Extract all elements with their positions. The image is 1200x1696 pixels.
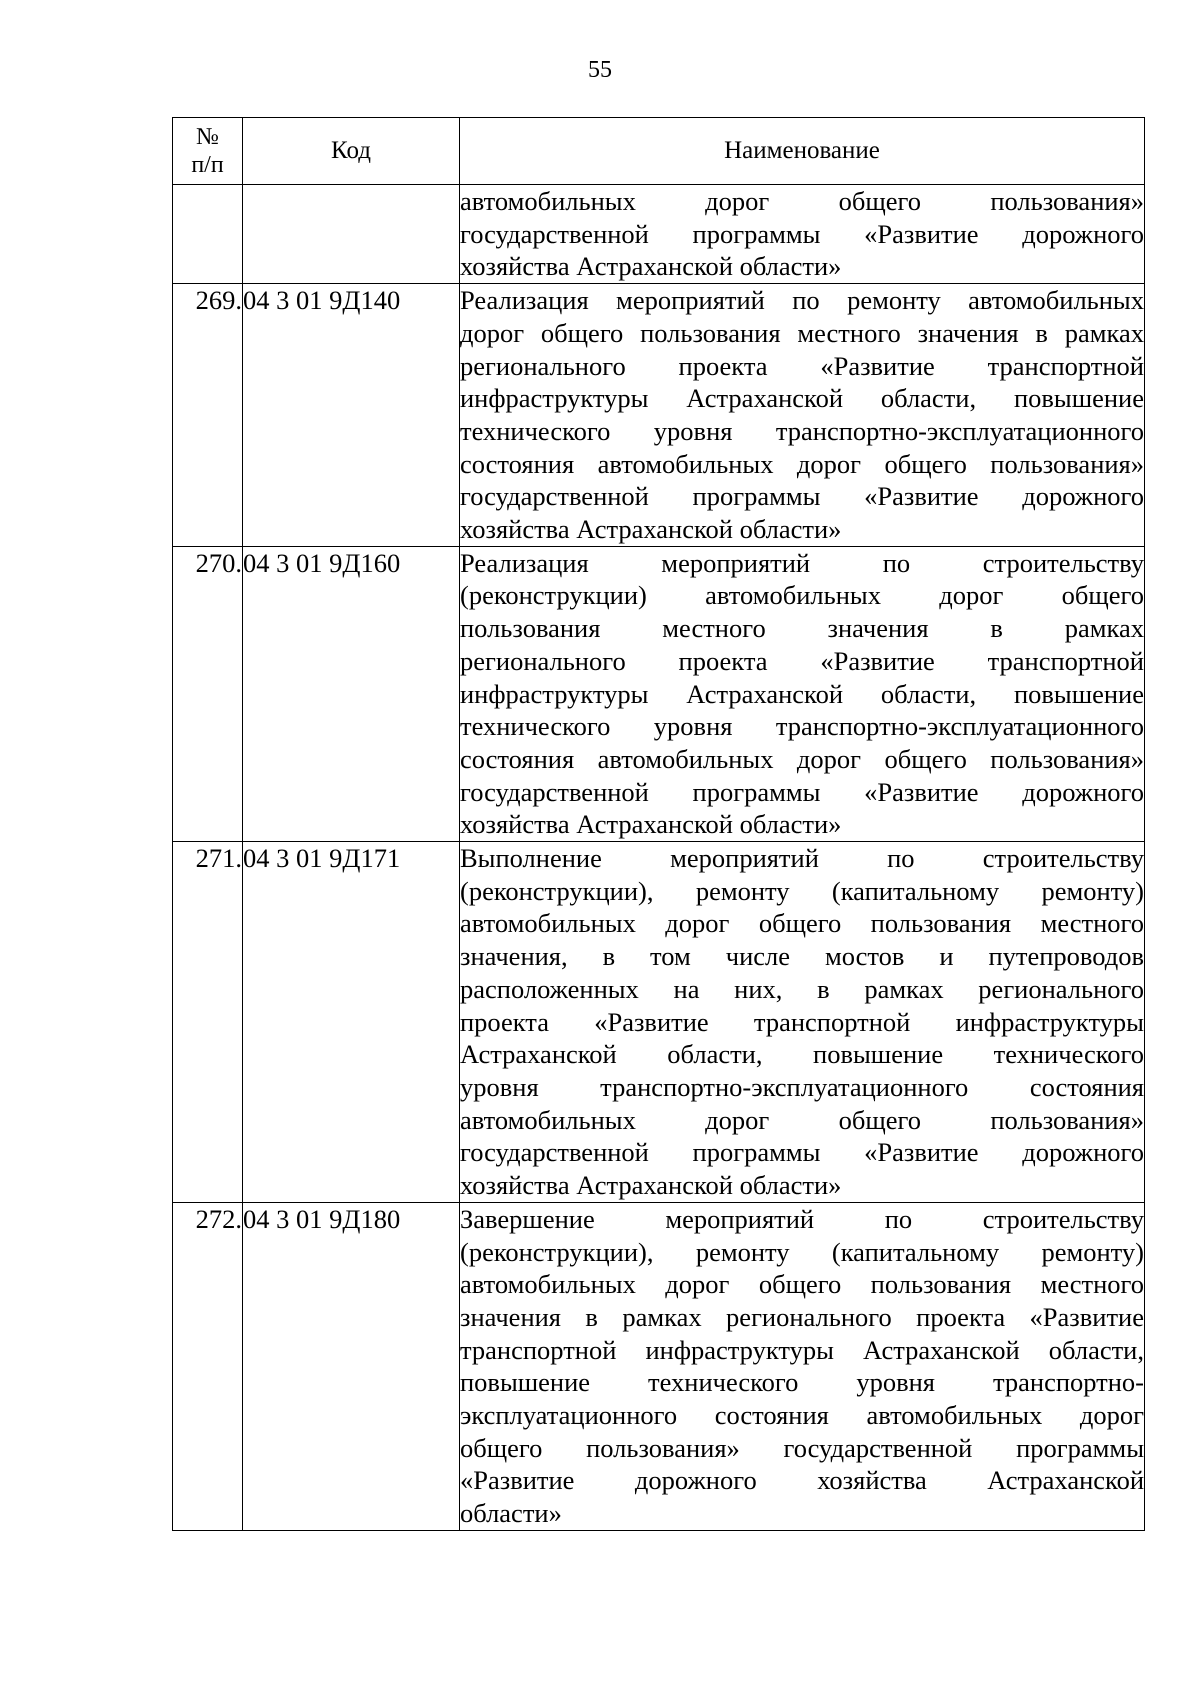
row-name-line: повышение технического уровня транспортно- [460, 1367, 1144, 1398]
row-name [460, 546, 1145, 841]
row-code [243, 185, 460, 284]
row-name-line: пользования местного значения в рамках [460, 613, 1144, 644]
row-name-line: уровня транспортно-эксплуатационного состояния [460, 1071, 1144, 1102]
row-name-line: транспортной инфраструктуры Астраханской области, [460, 1334, 1144, 1365]
row-name-line: «Развитие дорожного хозяйства Астраханской [460, 1465, 1144, 1496]
row-number [173, 185, 243, 284]
row-name-line: автомобильных дорог общего пользования» [460, 1104, 1144, 1135]
row-name-line: государственной программы «Развитие дорожного [460, 776, 1144, 807]
row-name-line: государственной программы «Развитие дорожного [460, 1137, 1144, 1168]
table-body [173, 185, 1145, 1531]
header-number: № п/п [173, 118, 243, 185]
row-name-line: государственной программы «Развитие дорожного [460, 218, 1144, 249]
row-name-line: общего пользования» государственной программы [460, 1432, 1144, 1463]
table-row [173, 842, 1145, 1203]
row-name-line: Реализация мероприятий по строительству [460, 547, 1144, 578]
row-name-line: проекта «Развитие транспортной инфраструктуры [460, 1006, 1144, 1037]
row-name-line: регионального проекта «Развитие транспортной [460, 645, 1144, 676]
row-code: 04 3 01 9Д140 [243, 284, 460, 547]
header-name: Наименование [460, 118, 1145, 185]
row-number: 271. [173, 842, 243, 1203]
row-name-line: хозяйства Астраханской области» [460, 1170, 842, 1201]
table-header [173, 118, 1145, 185]
row-name [460, 1202, 1145, 1530]
row-name-line: дорог общего пользования местного значения в рамках [460, 317, 1144, 348]
row-name [460, 185, 1145, 284]
row-name-line: (реконструкции), ремонту (капитальному ремонту) [460, 875, 1144, 906]
row-name-line: технического уровня транспортно-эксплуатационного [460, 711, 1144, 742]
row-name-line: значения в рамках регионального проекта «Развитие [460, 1301, 1144, 1332]
table-row [173, 284, 1145, 547]
table-row [173, 1202, 1145, 1530]
row-name-line: хозяйства Астраханской области» [460, 514, 842, 545]
row-name-line: технического уровня транспортно-эксплуатационного [460, 415, 1144, 446]
row-name [460, 284, 1145, 547]
row-name-line: инфраструктуры Астраханской области, повышение [460, 678, 1144, 709]
row-name-line: расположенных на них, в рамках регионального [460, 973, 1144, 1004]
budget-code-table [172, 117, 1145, 1531]
row-name-line: регионального проекта «Развитие транспортной [460, 350, 1144, 381]
row-name-line: хозяйства Астраханской области» [460, 251, 842, 282]
row-name-line: государственной программы «Развитие дорожного [460, 481, 1144, 512]
row-name-line: значения, в том числе мостов и путепроводов [460, 941, 1144, 972]
row-name [460, 842, 1145, 1203]
header-code: Код [243, 118, 460, 185]
row-code: 04 3 01 9Д171 [243, 842, 460, 1203]
table-row [173, 546, 1145, 841]
row-number: 270. [173, 546, 243, 841]
row-name-line: Выполнение мероприятий по строительству [460, 843, 1144, 874]
row-name-line: эксплуатационного состояния автомобильных дорог [460, 1400, 1144, 1431]
row-name-line: автомобильных дорог общего пользования местного [460, 908, 1144, 939]
row-code: 04 3 01 9Д180 [243, 1202, 460, 1530]
row-name-line: (реконструкции), ремонту (капитальному ремонту) [460, 1236, 1144, 1267]
row-name-line: автомобильных дорог общего пользования местного [460, 1269, 1144, 1300]
row-name-line: (реконструкции) автомобильных дорог общего [460, 580, 1144, 611]
row-name-line: инфраструктуры Астраханской области, повышение [460, 383, 1144, 414]
table-row [173, 185, 1145, 284]
row-name-line: области» [460, 1498, 562, 1529]
row-number: 269. [173, 284, 243, 547]
row-name-line: состояния автомобильных дорог общего пользования» [460, 743, 1144, 774]
row-name-line: автомобильных дорог общего пользования» [460, 186, 1144, 216]
row-name-line: Завершение мероприятий по строительству [460, 1203, 1144, 1234]
row-name-line: состояния автомобильных дорог общего пользования» [460, 448, 1144, 479]
header-row [173, 118, 1145, 185]
row-name-line: Астраханской области, повышение технического [460, 1039, 1144, 1070]
row-name-line: хозяйства Астраханской области» [460, 809, 842, 840]
page-number: 55 [588, 57, 612, 83]
row-number: 272. [173, 1202, 243, 1530]
row-code: 04 3 01 9Д160 [243, 546, 460, 841]
row-name-line: Реализация мероприятий по ремонту автомобильных [460, 285, 1144, 316]
